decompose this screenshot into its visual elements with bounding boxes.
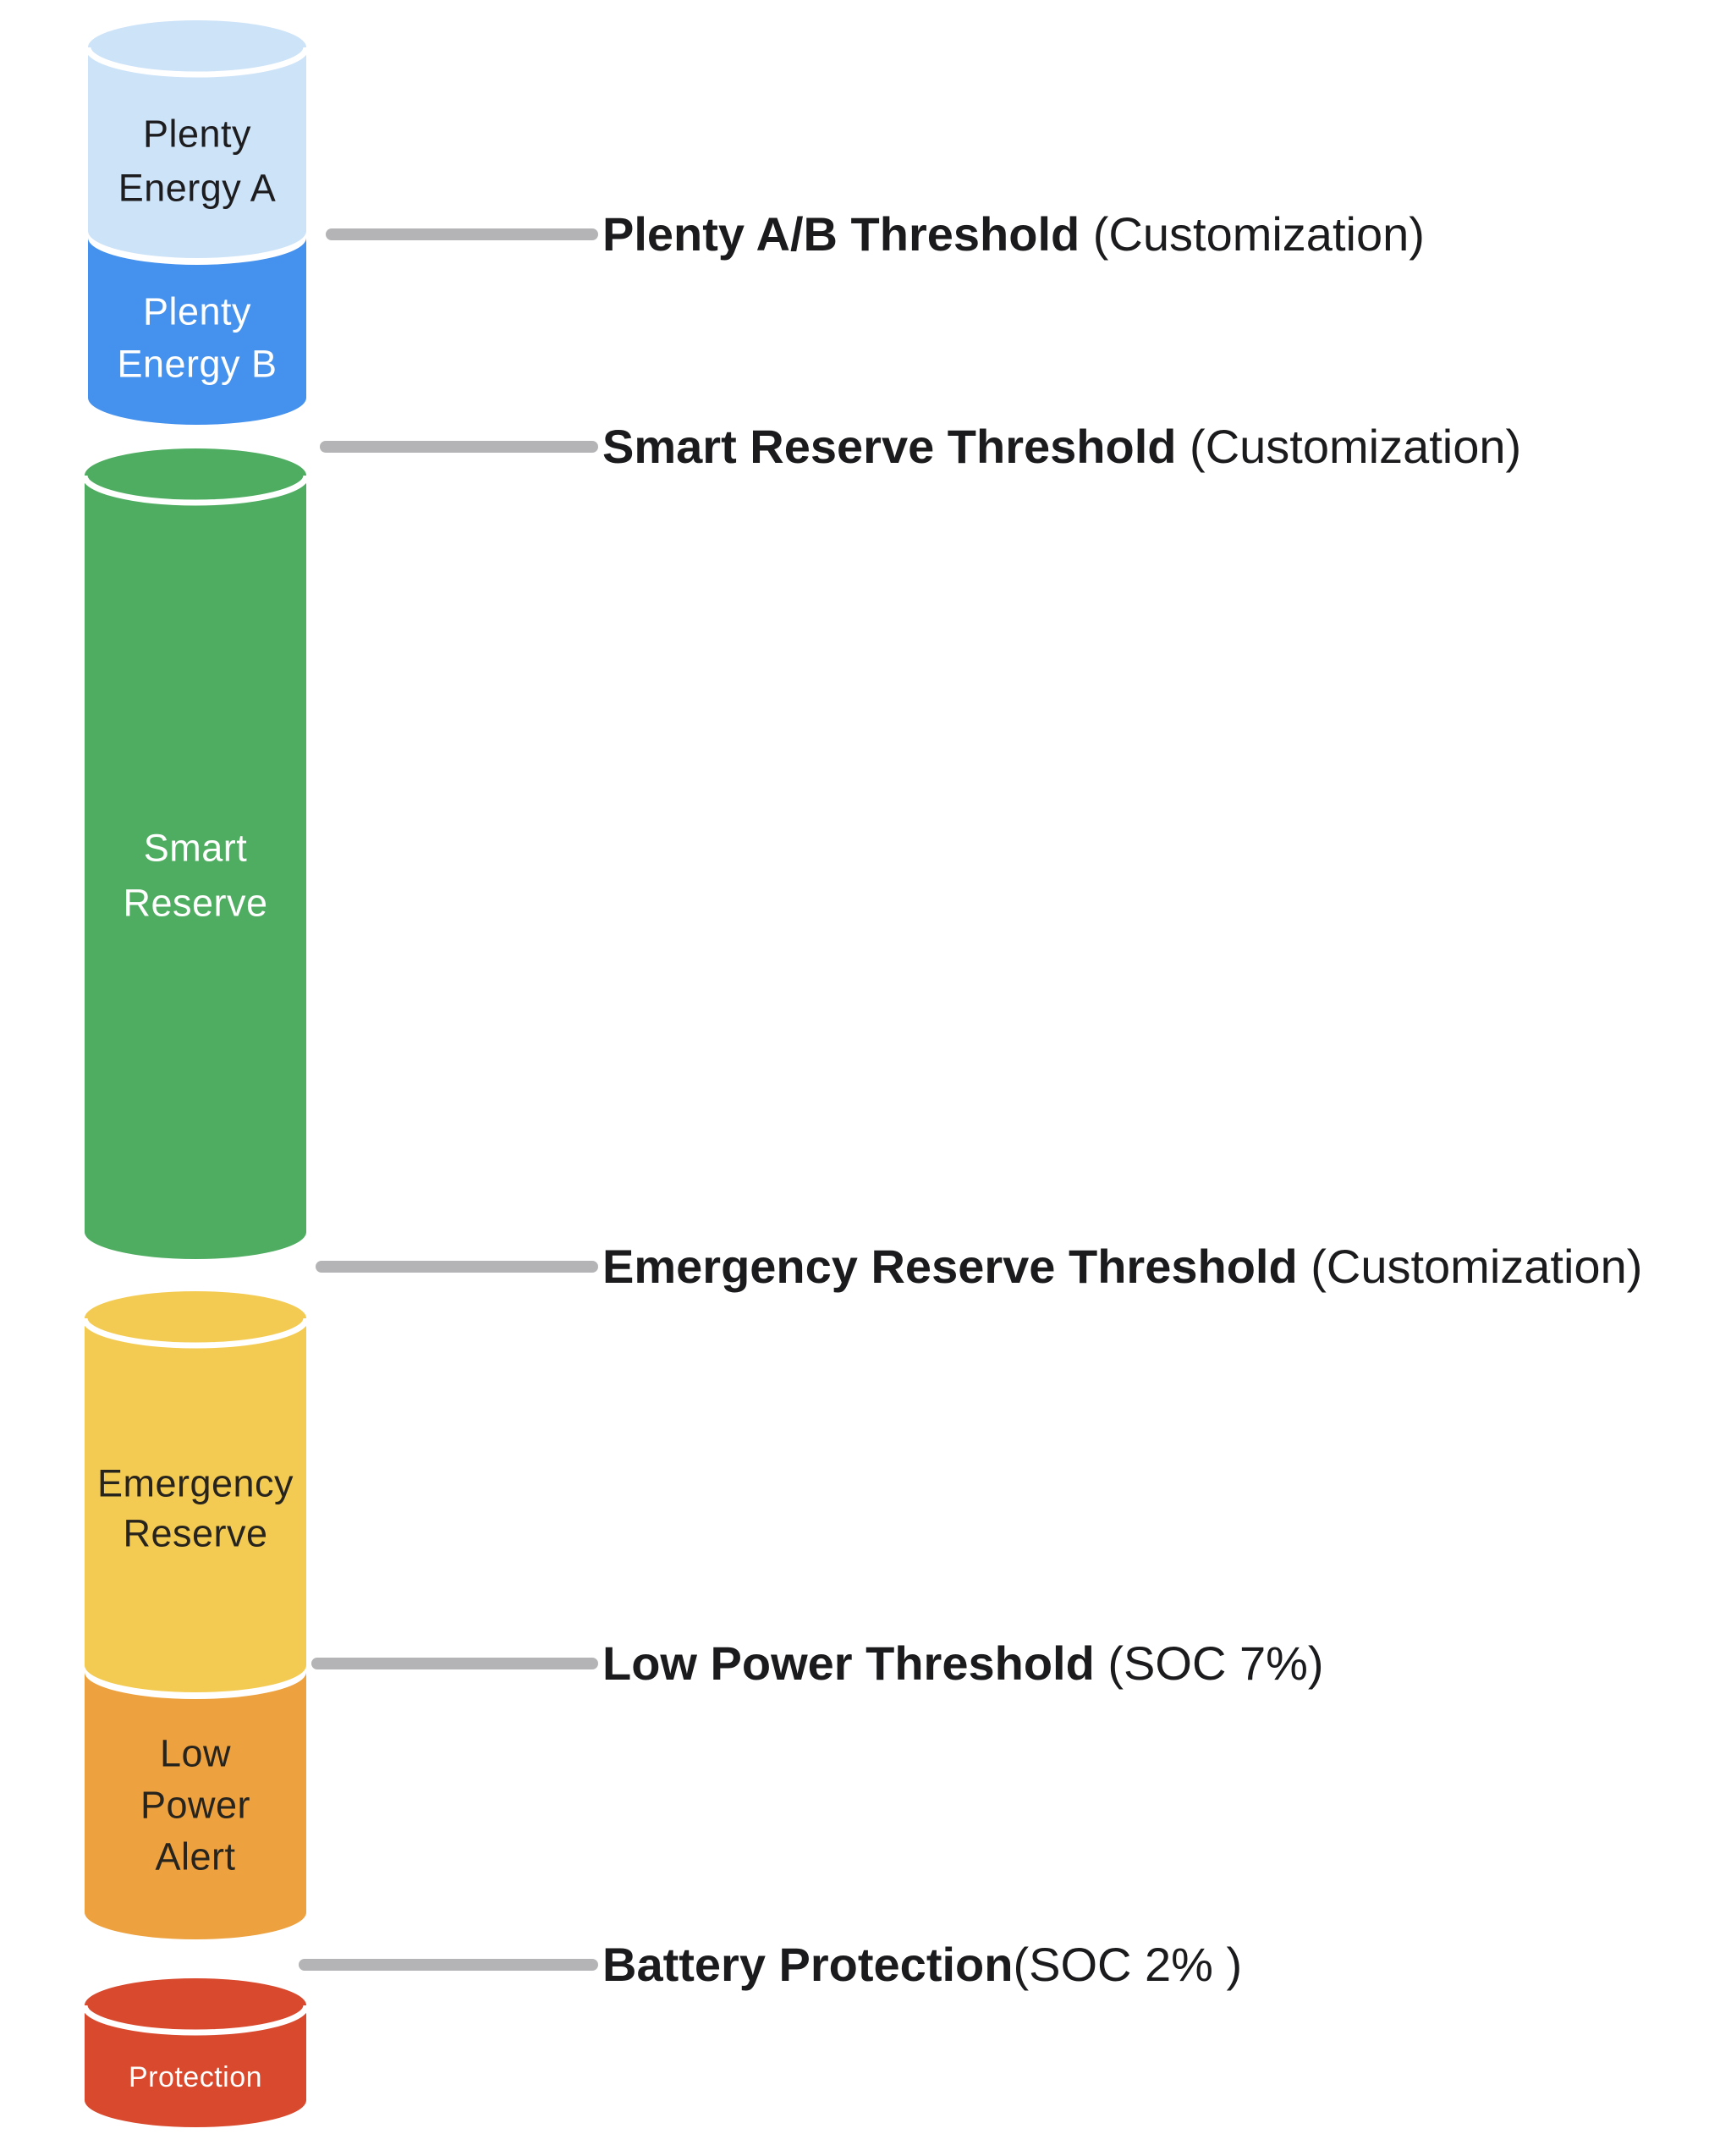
protection-label-line1: Protection xyxy=(128,2061,263,2093)
smart-reserve-label-line2: Reserve xyxy=(123,881,268,925)
low-power-alert-label-line3: Alert xyxy=(155,1834,236,1878)
emergency-reserve-body xyxy=(85,1318,306,1692)
plenty-ab-threshold-label xyxy=(602,207,1425,261)
plenty-energy-b-label-line1: Plenty xyxy=(142,289,252,333)
emergency-reserve-label-line2: Reserve xyxy=(123,1511,268,1555)
plenty-energy-b-label-line2: Energy B xyxy=(117,342,278,386)
battery-protection-threshold-label-rest: (SOC 2% ) xyxy=(1013,1938,1243,1991)
smart-reserve-label-line1: Smart xyxy=(143,826,248,870)
smart-reserve-threshold-label-rest: (Customization) xyxy=(1176,420,1522,473)
low-power-threshold-label xyxy=(602,1636,1324,1690)
low-power-alert-label-line2: Power xyxy=(140,1783,251,1827)
battery-protection-threshold-label xyxy=(602,1938,1243,1991)
low-power-threshold-label-rest: (SOC 7%) xyxy=(1094,1636,1324,1690)
emergency-reserve-threshold-label-rest: (Customization) xyxy=(1297,1240,1643,1293)
smart-reserve-threshold-label-bold: Smart Reserve Threshold xyxy=(602,420,1177,473)
plenty-ab-threshold-label-bold: Plenty A/B Threshold xyxy=(602,207,1080,261)
low-power-alert-label-line1: Low xyxy=(159,1731,232,1775)
smart-reserve-threshold-label xyxy=(602,420,1522,473)
emergency-reserve-threshold-label xyxy=(602,1240,1643,1293)
plenty-energy-a-label-line1: Plenty xyxy=(142,112,252,156)
emergency-reserve-threshold-label-bold: Emergency Reserve Threshold xyxy=(602,1240,1298,1293)
plenty-energy-a-label-line2: Energy A xyxy=(118,166,277,210)
emergency-reserve-label-line1: Emergency xyxy=(96,1461,294,1505)
plenty-ab-threshold-label-rest: (Customization) xyxy=(1080,207,1425,261)
battery-protection-threshold-label-bold: Battery Protection xyxy=(602,1938,1014,1991)
low-power-threshold-label-bold: Low Power Threshold xyxy=(602,1636,1095,1690)
